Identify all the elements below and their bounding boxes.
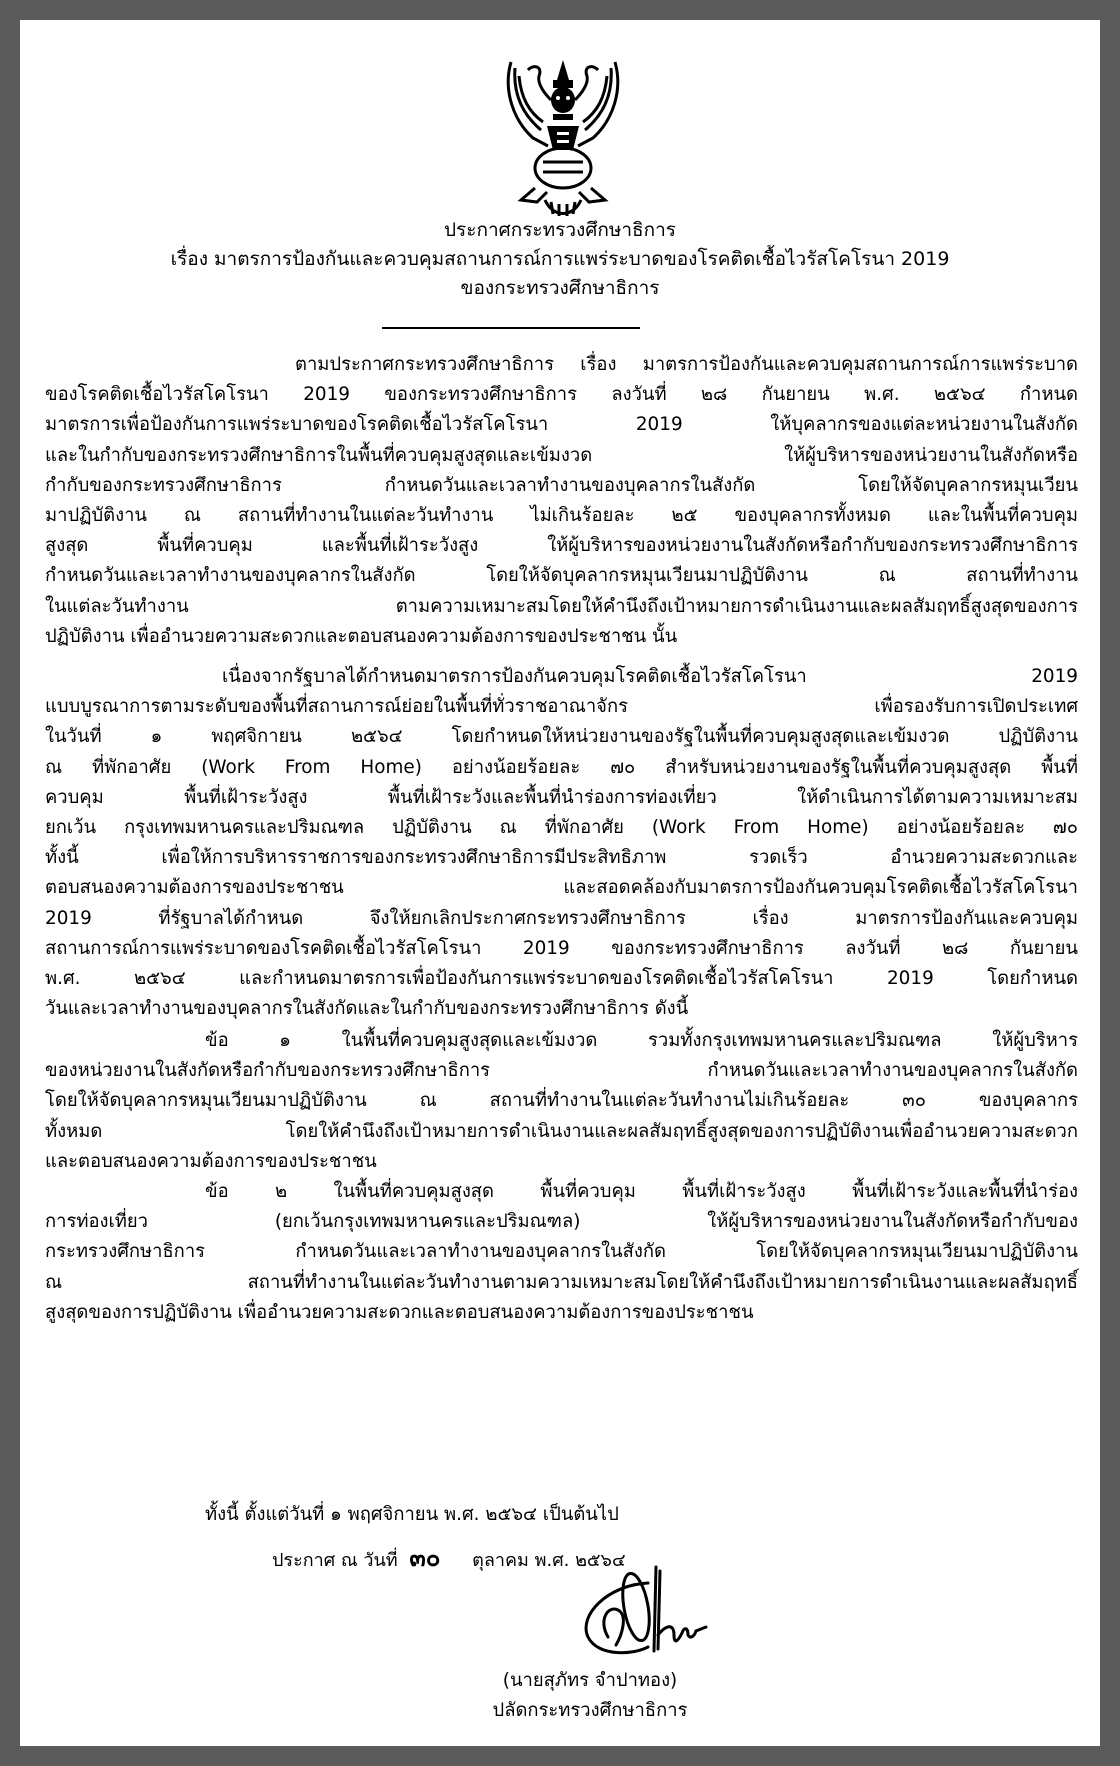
text-line: กำหนดวันและเวลาทำงานของบุคลากรในสังกัด โดยให้จัดบุคลากรหมุนเวียนมาปฏิบัติงาน ณ สถานที่ทำงาน xyxy=(45,565,1078,587)
date-month-year: ตุลาคม พ.ศ. ๒๕๖๔ xyxy=(472,1550,626,1571)
paragraph-2 xyxy=(45,662,1078,1024)
header-subject-cont: ของกระทรวงศึกษาธิการ xyxy=(460,277,660,299)
text-line: ตามประกาศกระทรวงศึกษาธิการ เรื่อง มาตรการป้องกันและควบคุมสถานการณ์การแพร่ระบาด xyxy=(295,354,1078,375)
text-line: สถานการณ์การแพร่ระบาดของโรคติดเชื้อไวรัสโคโรนา 2019 ของกระทรวงศึกษาธิการ ลงวันที่ ๒๘ กันยายน xyxy=(45,937,1078,959)
text-line: ข้อ ๒ ในพื้นที่ควบคุมสูงสุด พื้นที่ควบคุม พื้นที่เฝ้าระวังสูง พื้นที่เฝ้าระวังและพื้นที่นำร่อง xyxy=(205,1181,1078,1202)
announcement-date xyxy=(272,1538,626,1577)
text-line: ข้อ ๑ ในพื้นที่ควบคุมสูงสุดและเข้มงวด รวมทั้งกรุงเทพมหานครและปริมณฑล ให้ผู้บริหาร xyxy=(205,1030,1078,1051)
date-prefix: ประกาศ ณ วันที่ xyxy=(272,1550,398,1571)
text-line: สูงสุดของการปฏิบัติงาน เพื่ออำนวยความสะดวกและตอบสนองความต้องการของประชาชน xyxy=(45,1301,754,1323)
text-line: ณ สถานที่ทำงานในแต่ละวันทำงานตามความเหมาะสมโดยให้คำนึงถึงเป้าหมายการดำเนินงานและผลสัมฤทธิ์ xyxy=(45,1271,1078,1293)
text-line: กำกับของกระทรวงศึกษาธิการ กำหนดวันและเวลาทำงานของบุคลากรในสังกัด โดยให้จัดบุคลากรหมุนเวียน xyxy=(45,474,1078,496)
text-line: ทั้งหมด โดยให้คำนึงถึงเป้าหมายการดำเนินงานและผลสัมฤทธิ์สูงสุดของการปฏิบัติงานเพื่ออำนวยความสะดวก xyxy=(45,1120,1078,1142)
text-line: 2019 ที่รัฐบาลได้กำหนด จึงให้ยกเลิกประกาศกระทรวงศึกษาธิการ เรื่อง มาตรการป้องกันและควบคุม xyxy=(45,907,1078,929)
text-line: เนื่องจากรัฐบาลได้กำหนดมาตรการป้องกันควบคุมโรคติดเชื้อไวรัสโคโรนา 2019 xyxy=(222,666,1078,687)
announcement-header xyxy=(20,216,1100,303)
text-line: แบบบูรณาการตามระดับของพื้นที่สถานการณ์ย่อยในพื้นที่ทั่วราชอาณาจักร เพื่อรองรับการเปิดประเทศ xyxy=(45,696,1078,718)
text-line: ณ ที่พักอาศัย (Work From Home) อย่างน้อยร้อยละ ๗๐ สำหรับหน่วยงานของรัฐในพื้นที่ควบคุมสูงสุด พื้นที่ xyxy=(45,756,1078,778)
clause-2 xyxy=(45,1177,1078,1328)
header-issuer: ประกาศกระทรวงศึกษาธิการ xyxy=(443,219,677,241)
text-line: มาตรการเพื่อป้องกันการแพร่ระบาดของโรคติดเชื้อไวรัสโคโรนา 2019 ให้บุคลากรของแต่ละหน่วยงานในสังกัด xyxy=(45,414,1078,436)
signature-icon xyxy=(578,1565,718,1665)
text-line: พ.ศ. ๒๕๖๔ และกำหนดมาตรการเพื่อป้องกันการแพร่ระบาดของโรคติดเชื้อไวรัสโคโรนา 2019 โดยกำหนด xyxy=(45,967,1078,989)
text-line: มาปฏิบัติงาน ณ สถานที่ทำงานในแต่ละวันทำงาน ไม่เกินร้อยละ ๒๕ ของบุคลากรทั้งหมด และในพื้นที่ควบคุม xyxy=(45,504,1078,526)
text-line: โดยให้จัดบุคลากรหมุนเวียนมาปฏิบัติงาน ณ สถานที่ทำงานในแต่ละวันทำงานไม่เกินร้อยละ ๓๐ ของบุคลากร xyxy=(45,1090,1078,1112)
text-line: ยกเว้น กรุงเทพมหานครและปริมณฑล ปฏิบัติงาน ณ ที่พักอาศัย (Work From Home) อย่างน้อยร้อยละ ๗๐ xyxy=(45,816,1078,838)
text-line: ในแต่ละวันทำงาน ตามความเหมาะสมโดยให้คำนึงถึงเป้าหมายการดำเนินงานและผลสัมฤทธิ์สูงสุดของการ xyxy=(45,595,1078,617)
text-line: วันและเวลาทำงานของบุคลากรในสังกัดและในกำกับของกระทรวงศึกษาธิการ ดังนี้ xyxy=(45,998,689,1020)
text-line: ปฏิบัติงาน เพื่ออำนวยความสะดวกและตอบสนองความต้องการของประชาชน นั้น xyxy=(45,625,678,647)
header-subject: เรื่อง มาตรการป้องกันและควบคุมสถานการณ์การแพร่ระบาดของโรคติดเชื้อไวรัสโคโรนา 2019 xyxy=(170,248,950,270)
garuda-emblem-icon xyxy=(503,50,623,220)
text-line: ของหน่วยงานในสังกัดหรือกำกับของกระทรวงศึกษาธิการ กำหนดวันและเวลาทำงานของบุคลากรในสังกัด xyxy=(45,1060,1078,1082)
paragraph-1 xyxy=(45,350,1078,652)
signer-title: ปลัดกระทรวงศึกษาธิการ xyxy=(492,1700,688,1721)
text-line: ในวันที่ ๑ พฤศจิกายน ๒๕๖๔ โดยกำหนดให้หน่วยงานของรัฐในพื้นที่ควบคุมสูงสุดและเข้มงวด ปฏิบัติงาน xyxy=(45,726,1078,748)
text-line: และตอบสนองความต้องการของประชาชน xyxy=(45,1150,377,1172)
effective-date: ทั้งนี้ ตั้งแต่วันที่ ๑ พฤศจิกายน พ.ศ. ๒๕๖๔ เป็นต้นไป xyxy=(205,1504,619,1525)
document-page xyxy=(20,20,1100,1746)
text-line: ควบคุม พื้นที่เฝ้าระวังสูง พื้นที่เฝ้าระวังและพื้นที่นำร่องการท่องเที่ยว ให้ดำเนินการได้ตามความเหมาะสม xyxy=(45,786,1078,808)
signer-name: (นายสุภัทร จำปาทอง) xyxy=(502,1670,678,1691)
text-line: ทั้งนี้ เพื่อให้การบริหารราชการของกระทรวงศึกษาธิการมีประสิทธิภาพ รวดเร็ว อำนวยความสะดวกและ xyxy=(45,847,1078,869)
text-line: กระทรวงศึกษาธิการ กำหนดวันและเวลาทำงานของบุคลากรในสังกัด โดยให้จัดบุคลากรหมุนเวียนมาปฏิบัติงาน xyxy=(45,1241,1078,1263)
text-line: ของโรคติดเชื้อไวรัสโคโรนา 2019 ของกระทรวงศึกษาธิการ ลงวันที่ ๒๘ กันยายน พ.ศ. ๒๕๖๔ กำหนด xyxy=(45,384,1078,406)
clause-1 xyxy=(45,1026,1078,1177)
header-divider xyxy=(382,327,640,329)
text-line: และในกำกับของกระทรวงศึกษาธิการในพื้นที่ควบคุมสูงสุดและเข้มงวด ให้ผู้บริหารของหน่วยงานในสังกัดหรือ xyxy=(45,444,1078,466)
signer-block xyxy=(490,1666,690,1726)
text-line: สูงสุด พื้นที่ควบคุม และพื้นที่เฝ้าระวังสูง ให้ผู้บริหารของหน่วยงานในสังกัดหรือกำกับของกระทรวงศึกษาธิการ xyxy=(45,535,1078,557)
date-day: ๓๐ xyxy=(409,1544,441,1572)
text-line: การท่องเที่ยว (ยกเว้นกรุงเทพมหานครและปริมณฑล) ให้ผู้บริหารของหน่วยงานในสังกัดหรือกำกับของ xyxy=(45,1211,1078,1233)
text-line: ตอบสนองความต้องการของประชาชน และสอดคล้องกับมาตรการป้องกันควบคุมโรคติดเชื้อไวรัสโคโรนา xyxy=(45,877,1078,899)
